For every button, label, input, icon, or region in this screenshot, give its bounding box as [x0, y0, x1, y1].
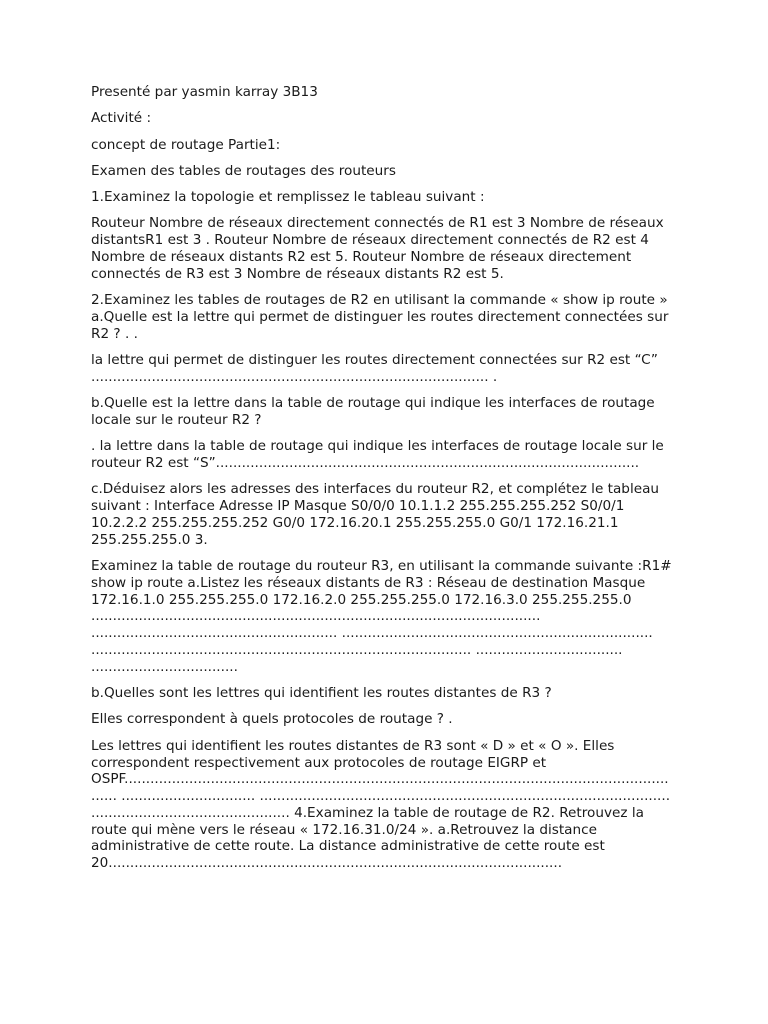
question-2b: b.Quelle est la lettre dans la table de routage qui indique les interfaces de routage locale sur le routeur R2 ?: [91, 395, 655, 428]
answer-3b-and-question-4: Les lettres qui identifient les routes distantes de R3 sont « D » et « O ». Elles correspondent respectivement aux protocoles de routage EIGRP et OSPF.................................................................................................................................... ............................... ............................................................................................... .............................................. 4.Examinez la table de routage de R2. Retrouvez la route qui mène vers le réseau « 172.16.31.0/24 ». a.Retrouvez la distance administrative de cette route. La distance administrative de cette route est 20.........................................................................................................: [91, 737, 671, 872]
question-1: 1.Examinez la topologie et remplissez le tableau suivant :: [91, 189, 485, 206]
answer-2a: la lettre qui permet de distinguer les routes directement connectées sur R2 est “C” ............................................................................................ .: [91, 352, 658, 385]
question-2a: 2.Examinez les tables de routages de R2 en utilisant la commande « show ip route » a.Quelle est la lettre qui permet de distinguer les routes directement connectées sur R2 ? . .: [91, 292, 669, 342]
concept-heading: concept de routage Partie1:: [91, 136, 281, 153]
section-title: Examen des tables de routages des routeurs: [91, 162, 396, 179]
question-3b-protocols: Elles correspondent à quels protocoles de routage ? .: [91, 711, 453, 728]
question-2c: c.Déduisez alors les adresses des interfaces du routeur R2, et complétez le tableau suivant : Interface Adresse IP Masque S0/0/0 10.1.1.2 255.255.255.252 S0/0/1 10.2.2.2 255.255.255.252 G0/0 172.16.20.1 255.255.255.0 G0/1 172.16.21.1 255.255.255.0 3.: [91, 481, 660, 548]
activity-heading: Activité :: [91, 110, 152, 127]
answer-1: Routeur Nombre de réseaux directement connectés de R1 est 3 Nombre de réseaux distantsR1 est 3 . Routeur Nombre de réseaux directement connectés de R2 est 4 Nombre de réseaux distants R2 est 5. Routeur Nombre de réseaux directement connectés de R3 est 3 Nombre de réseaux distants R2 est 5.: [91, 215, 664, 282]
question-3a: Examinez la table de routage du routeur R3, en utilisant la commande suivante :R1# show ip route a.Listez les réseaux distants de R3 : Réseau de destination Masque 172.16.1.0 255.255.255.0 172.16.2.0 255.255.255.0 172.16.3.0 255.255.255.0 ........................................................................................................ ......................................................... ........................................................................ ........................................................................................ .................................. ..................................: [91, 558, 672, 675]
author-line: Presenté par yasmin karray 3B13: [91, 84, 318, 100]
question-3b: b.Quelles sont les lettres qui identifient les routes distantes de R3 ?: [91, 685, 552, 702]
answer-2b: . la lettre dans la table de routage qui indique les interfaces de routage locale sur le routeur R2 est “S”..................................................................................................: [91, 438, 664, 472]
